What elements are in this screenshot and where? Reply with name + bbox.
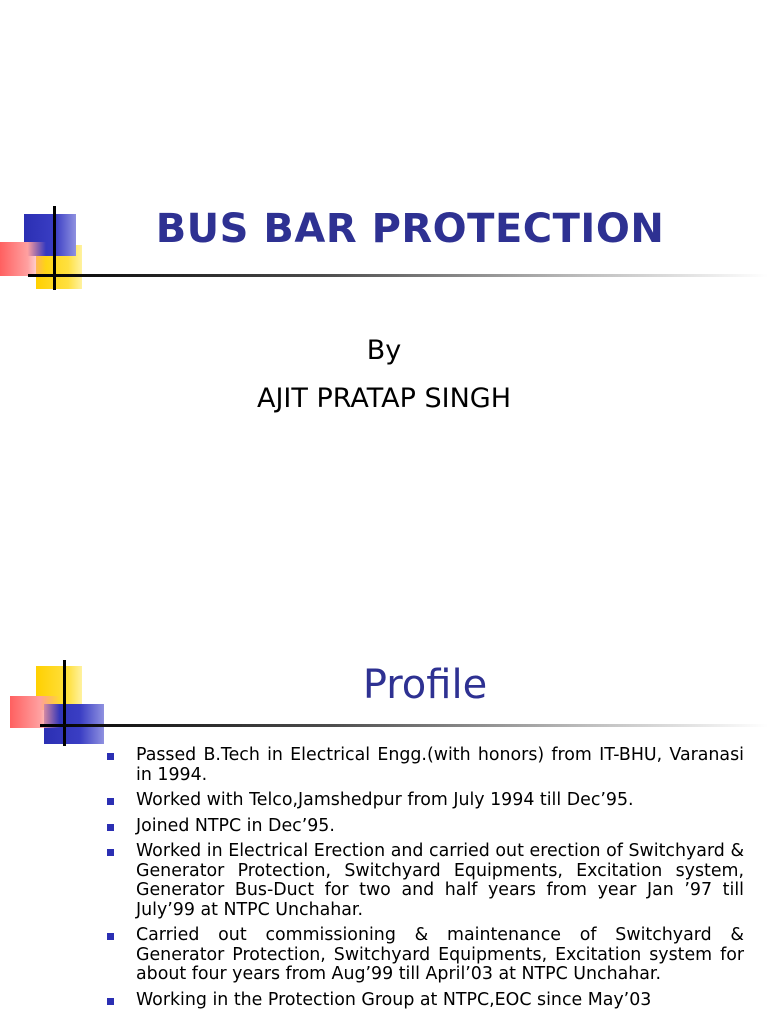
list-item	[106, 746, 744, 785]
red-square-decoration	[0, 242, 46, 276]
vertical-line-decoration	[63, 660, 66, 746]
bullet-text: Passed B.Tech in Electrical Engg.(with honors) from IT-BHU, Varanasi in 1994.	[136, 745, 744, 785]
bullet-text: Worked in Electrical Erection and carried out erection of Switchyard & Generator Protection, Switchyard Equipments, Excitation system, Generator Bus-Duct for two and half years from year Jan ’97 till July’99 at NTPC Unchahar.	[136, 841, 744, 920]
bullet-text: Working in the Protection Group at NTPC,EOC since May’03	[136, 989, 652, 1010]
bullet-text: Carried out commissioning & maintenance of Switchyard & Generator Protection, Switchyard Equipments, Excitation system for about four years from Aug’99 till April’03 at NTPC Unchahar.	[136, 925, 744, 984]
profile-bullet-list	[106, 746, 744, 1016]
list-item	[106, 842, 744, 920]
list-item	[106, 817, 744, 837]
by-label: By	[366, 335, 402, 366]
profile-slide	[0, 620, 768, 1024]
author-name: AJIT PRATAP SINGH	[256, 383, 512, 414]
list-item	[106, 926, 744, 985]
vertical-line-decoration	[53, 206, 56, 290]
bullet-square-icon	[107, 849, 114, 856]
bullet-text: Joined NTPC in Dec’95.	[136, 815, 335, 836]
bullet-text: Worked with Telco,Jamshedpur from July 1994 till Dec’95.	[136, 790, 634, 810]
bullet-square-icon	[107, 753, 114, 760]
bullet-square-icon	[107, 824, 114, 831]
bullet-square-icon	[107, 933, 114, 940]
bullet-square-icon	[107, 798, 114, 805]
list-item	[106, 791, 744, 811]
list-item	[106, 991, 744, 1011]
title-underline	[28, 274, 768, 277]
presentation-title: BUS BAR PROTECTION	[155, 206, 665, 252]
title-underline	[40, 724, 768, 727]
bullet-square-icon	[107, 998, 114, 1005]
section-title: Profile	[362, 662, 488, 708]
